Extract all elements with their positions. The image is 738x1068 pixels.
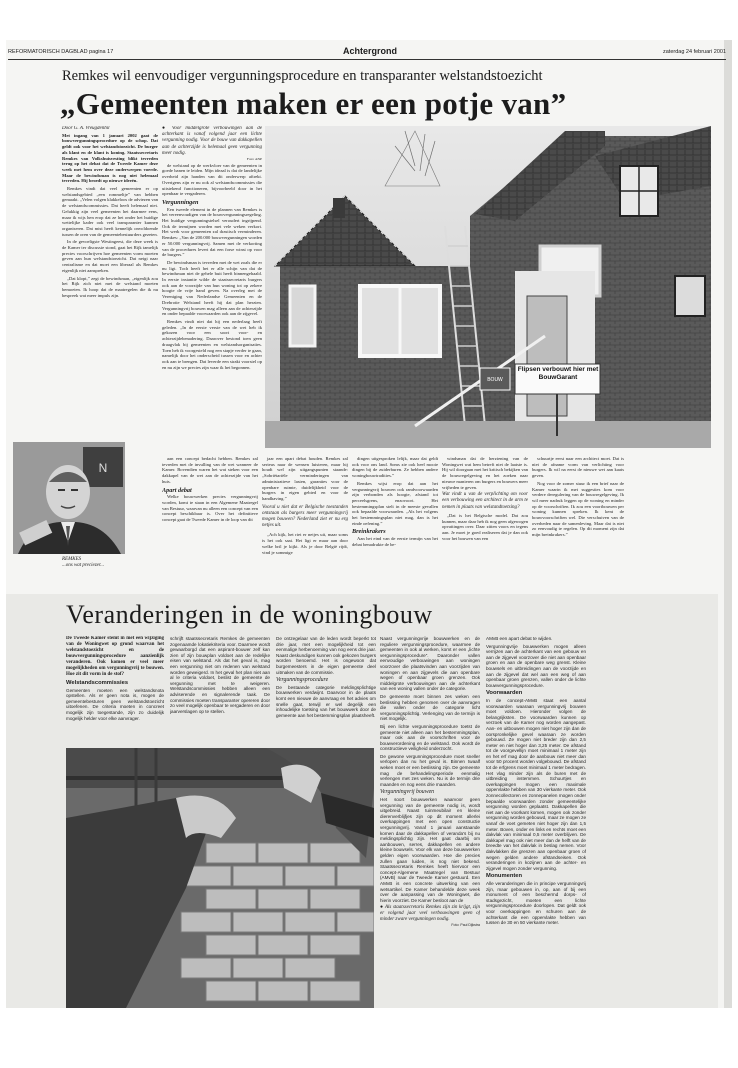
byline: Door G. A. Vreugdenhil bbox=[62, 126, 110, 131]
paragraph: „Dat klopt,” zegt de bewindsman, „eigenlijk zou het Rijk zich niet met de welstand moeten bemoeien. Ik hoop dat de maatregelen die ik nu bespreek wat meer impuls zijn. bbox=[62, 275, 158, 298]
header-date: zaterdag 24 februari 2001 bbox=[663, 49, 726, 55]
paragraph: Remkes wijst erop dat aan het vergunningvrij bouwen ook randvoorwaarden zijn verbonden als hoogte, afstand tot perceelsgrens, enzovoort. Het bestemmingsplan stelt in de meeste gevallen ook bepaalde voorwaarden. „Als het volgens het bestemmingsplan niet mag, dan is het einde oefening.” bbox=[352, 480, 438, 526]
paragraph: windsman dat de herziening van de Woningwet wat hem betreft niet de laatste is. Hij wil doorgaan met het kritisch bekijken van de bouwregelgeving en het zoeken naar nieuwe manieren om burgers en bouwers meer vrijheden te geven. bbox=[442, 456, 528, 490]
paragraph: „Dat is het Belgische model. Dat zou kunnen, maar daar heb ik nog geen afgewogen opvattingen over. Daar zitten voors en tegens aan. Je moet je goed realiseren dat je dan ook voor het bouwen van een bbox=[442, 512, 528, 541]
header-rule bbox=[8, 59, 726, 60]
bricklaying-illustration bbox=[66, 748, 374, 1008]
page-edge bbox=[724, 40, 732, 1008]
subheading-welstandscommissies: Welstandscommissies bbox=[66, 680, 129, 686]
paragraph: De gewone vergunningsprocedure moet sneller verlopen dan nu het geval is. Binnen twaalf weken moet er een beslissing zijn. De gemeente mag de behandelingsperiode eenmalig verlengen met zes weken. Nu is de termijn drie maanden en nog eens drie maanden. bbox=[380, 753, 480, 787]
subheading-vergunningen: Vergunningen bbox=[162, 198, 199, 206]
photo-caption-quote: ● Voor middelgrote verbouwingen aan de achterkant is vanaf volgend jaar een lichte vergunning nodig. Voor de bouw van dakkapellen aan de achterzijde is helemaal geen vergunning meer nodig. bbox=[162, 126, 262, 156]
paragraph: jaar een apart debat houden. Remkes zal serieus naar de wensen luisteren, maar hij houdt wel zijn uitgangspunten staande: „Sobriëtariële verminderingen van administratieve lasten, garanties voor de openbare ruimte, duidelijkheid voor de burgers in eigen gebied en voor de handhaving.” bbox=[262, 456, 348, 501]
sidebar-column-1 bbox=[66, 636, 164, 746]
article-column-5 bbox=[352, 456, 438, 584]
paragraph: Bij een lichte vergunningsprocedure toetst de gemeente niet alleen aan het bestemmingsplan, maar ook aan de voorschriften voor de bouwverordening en de welstand. Ook wordt de constructieve veiligheid onderzocht. bbox=[380, 723, 480, 752]
photo-credit: Foto: ANP bbox=[246, 157, 262, 162]
article-kicker: Remkes wil eenvoudiger vergunningsprocedure en transparanter welstandstoezicht bbox=[62, 68, 543, 84]
paragraph: Remkes vindt niet dat hij een nederlaag heeft geleden. „In de eerste versie van de wet heb ik gekozen voor een soort voor- en achterzijdebenadering. Daarover bestond toen geen draagvlak bij gemeenten en welstandsorganisaties. Toen heb ik voorgesteld nog een stapje verder te gaan, namelijk door het onderscheid tussen voor en achter ook aan te brengen. Dat leverde een strakt voorstel op en nu zijn we precies zijn waar ik het begonnen. bbox=[162, 319, 262, 370]
article-column-7 bbox=[532, 456, 624, 584]
paragraph: De ontzegelaar van de leden wordt beperkt tot drie jaar, met een mogelijkheid tot een eenmalige herbenoeming van nog eens drie jaar. Naast deskundigen kunnen ook gekozen burgers worden benoemd. Het is ongewoon dat burgemeesters in de eigen gemeente deel uitmaken van de commissie. bbox=[276, 636, 376, 675]
article-column-4 bbox=[262, 456, 348, 584]
photo-credit: Foto: Paul Dijkstra bbox=[451, 923, 480, 928]
article-column-1 bbox=[62, 126, 158, 441]
svg-text:N: N bbox=[98, 461, 108, 475]
paragraph: De bewindsman is tevreden met de wet zoals die er nu ligt. Toch heeft het er alle schijn van dat de bewindsman niet de gehele buit heeft binnengehaald. In eerste instantie wilde de staatssecretaris burgers ook aan de voorzijde van hun woning tot op zekere hoogte de vrije hand geven. Na overleg met de Vereniging van Nederlandse Gemeenten en de Drebrotie Welstand heeft hij dat plan herzien. Vergunningvrij bouwen mag alleen aan de achterzijde en onder bepaalde voorwaarden ook aan de zijgevel. bbox=[162, 259, 262, 317]
house-photo bbox=[265, 126, 711, 448]
paragraph: De gemeente moet binnen zes weken een beslissing hebben genomen over de aanvragen die vallen onder de categorie licht vergunningsplichtig. Verlenging van de termijn is niet mogelijk. bbox=[380, 693, 480, 722]
paragraph: Gemeenten moeten een welstandsnota opstellen. Als er geen nota is, mogen de gemeentebesturen geen welstandstoezicht uitoefenen. De criteria moeten in concreet mogelijk zijn toegestande, zijn zo duidelijk mogelijk helder voor elke aanvrager. bbox=[66, 687, 164, 721]
portrait-photo bbox=[13, 442, 125, 554]
article-column-3 bbox=[162, 456, 258, 584]
photo-caption: ● Als staatssecretaris Remkes zijn zin krijgt, zijn er volgend jaar veel verbouwingen geen of minder zware vergunningen nodig. bbox=[380, 905, 480, 923]
paragraph: Nog voor de zomer stuur ik een brief naar de Kamer waarin ik met suggesties kom voor verdere deregulering van de bouwregelgeving. Ik wil meer nadruk leggen op de woning en minder op de voorschriften. Ik zou een voortbouwen per woning kunnen spreken. Ik kent de bouwvoorschriften wel. Die verschuiven van de overheden naar de samenleving. Maar dat is niet zo eenvoudig te regelen. Op dit moment zijn dat mijn breinkrakers.” bbox=[532, 480, 624, 538]
sign-text: Flipsen verbouwt hier met BouwGarant bbox=[517, 366, 599, 381]
paragraph: Vergunningvrije bouwwerken mogen alleen verrijzen aan de achterkant van een gebouw en aan de zijgevel voorzover die niet aan openbaar groen en aan de openbare weg grenst. Kleine bouwsels en uitbreidingen aan de voorzijde en aan de zijgevel dat wel aan een weg of aan openbaar groen grenzen, vallen onder de lichte bouwvergunningsprocedure. bbox=[486, 643, 586, 688]
page-header bbox=[8, 46, 726, 58]
caption-text: ...ons wat preciezer... bbox=[62, 563, 105, 568]
article-headline: „Gemeenten maken er een potje van” bbox=[60, 86, 567, 121]
sidebar-headline: Veranderingen in de woningbouw bbox=[66, 600, 433, 629]
subheading-breinkrakers: Breinkrakers bbox=[352, 528, 386, 536]
house-illustration bbox=[265, 126, 711, 448]
paragraph: schuurtje eerst naar een architect moet. Dat is niet de afname vorm van verlichting voor burgers. Ik wil na eerst de nieuwe wet aan kaats geven. bbox=[532, 456, 624, 479]
subheading-vergunningvrij-bouwen: Vergunningvrij bouwen bbox=[380, 789, 435, 796]
sidebar-column-4 bbox=[380, 636, 480, 1006]
paragraph: schrijft staatssecretaris Remkes de gemeenten zogenaamde lokatiekriteria voor. Daarmee wordt gewaarborgd dat een aspirant-bouwer zelf kan zien of zijn bouwplan voldoet aan de redelijke eisen van welstand. Als dat het geval is, mag een vergunning niet om redenen van welstand worden geweigerd. In het geval het plan niet aan al le criteria voldoet, beslist de gemeente de vergunning met te weigeren. Welstandscommissies hebben alleen een adviserende en signalerende taak. De commissies moeten transparanter opereren door zo veel mogelijk openbaar te vergaderen en door jaarverslagen op te stellen. bbox=[170, 636, 270, 714]
paragraph: Een tweede element in de plannen van Remkes is het vereenvoudigen van de bouwvergunningsregeling. Het huidige vergunningstelsel veroudert ingrijpend. Ook de termijnen worden met vele weken verkort. Het werk voor gemeenten zal drastisch verminderen. Remkes: „Van de 200.000 bouwvergunningen worden er 50.000 vergunningvrij. Samen met de verkorting van de procedures levert dat een forse winst op voor de burgers.” bbox=[162, 206, 262, 258]
header-paper-name: REFORMATORISCH DAGBLAD pagina 17 bbox=[8, 49, 114, 55]
paragraph: In de concept-AMvB staat een aantal voorwaarden waaraan vergunningvrij bouwen moet voldoen. Hieronder volgen de belangrijksten. De voorwaarden kunnen op verzoek van de Kamer nog worden aangepast. Aan- en uitbouwen mogen niet hoger zijn dan de oorspronkelijke gevel waaraan ze worden gebouwd. Ze mogen niet breder zijn dan 2,5 meter en niet hoger dan 3,25 meter. De afstand tot de voorgevellijn moet minimaal 1 meter zijn en het erf mag door de aanbouw niet meer dan voor 50 procent worden volgebouwd. De afstand tot de erfgrens moet minimaal 1 meter bedragen. Het vlag minder zijn als de buren met de uitbreiding instemmen. Schuurtjes en overkappingen mogen een maximale oppervlakte hebben van 30 vierkante meter. Ook zonnecollectoren en zonnepanelen mogen onder bepaalde voorwaarden zonder gemeentelijke vergunning worden geplaatst. Dakkapellen die niet aan de voorkant komen, mogen ook zonder vergunning worden gebouwd, maar ze mogen ze vanaf de voet gemeten niet hoger zijn dan 1,5 meter. Boven, onder en links en rechts moet een dakvlak van minimaal 0,5 meter overblijven. De dakkapel mag ook niet meer dan de helft van de breedte van het dakvlak in beslag nemen. Voor dakvlakken die grenzen aan openbaar groen of wegen gelden andere afstandseisen. Ook veranderingen in kozijnen aan de achter- en zijgevel mogen zonder vergunning. bbox=[486, 697, 586, 871]
paragraph: Het soort bouwwerken waarvoor geen vergunning van de gemeente nodig is, wordt uitgebreid. Naast tuinmeubilair en kleine dierenverblijfjes zijn op dit moment allerlei overkappingen met een open constructie vergunningvrij. Vanaf 1 januari aanstaande komen daar de dakkapellen of veranda's bij nu meldingsplichtig zijn. Het gaat daarbij om aanbouwen, serres, dakkapellen en andere kleine bouwsels. Voor elk van deze bouwwerken gelden eigen voorwaarden. Hoe die precies zullen gaan luiden, is nog niet bekend. Staatssecretaris Remkes heeft hiervoor een concept-Algemene Maatregel van Bestuur (AMvB) naar de Tweede Kamer gestuurd. Een AMvB is een concrete uitwerking van een wetsartikel. De Kamer behandelde deze week over de aanpassing van de Woningwet, die hierin voorziet. De Kamer besloot aan de bbox=[380, 797, 480, 903]
paragraph: De bestaande categorie meldingsplichtige bouwwerken verdwijnt. Daarvoor in de plaats komt een nieuwe de aanvraag en het advies om snelle gaat, terwijl er wel degelijk een inhoudelijke toetsing van het bouwwerk door de gemeente aan het bestemmingsplan plaatsheeft. bbox=[276, 684, 376, 718]
photo-caption-text: Voor middelgrote verbouwingen aan de achterkant is vanaf volgend jaar een lichte vergunning nodig. Voor de bouw van dakkapellen aan de achterzijde is helemaal geen vergunning meer nodig. bbox=[162, 126, 262, 156]
paragraph: Alle veranderingen die in principe vergunningvrij zijn, maar gebouwen in, op, aan of bij een monument of een beschermd dorps- of stadsgezicht, moeten een lichte vergunningsprocedure doorlopen. Dat geldt ook voor overkappingen en schuren aan de achterkant die een oppervlakte hebben van tussen de 30 en 50 vierkante meter. bbox=[486, 880, 586, 926]
svg-text:BOUW: BOUW bbox=[487, 377, 503, 383]
subheading-apart-debat: Apart debat bbox=[162, 486, 192, 494]
sidebar-column-2 bbox=[170, 636, 270, 746]
header-section: Achtergrond bbox=[343, 46, 397, 56]
interview-question: Wat vindt u van de verplichting om voor een verbouwing een architect in de arm te nemen in plaats van welstandtoetsing? bbox=[442, 492, 528, 510]
portrait-illustration bbox=[13, 442, 125, 554]
pull-quote: Vooral u niet dat er Belgische toestanden ontstaan als burgers meer vergunningvrij mogen bouwen? Nederland ziet er nu erg netjes uit. bbox=[262, 504, 348, 529]
bricklaying-photo bbox=[66, 748, 374, 1008]
article-column-2 bbox=[162, 126, 262, 456]
paragraph: In de gevoeligste Westingeest, die deze week is de Kamer ter discussie stond, gaat het Rijk tamelijk precies voorschrijven hoe gemeenten vorm moeten geven aan hun welstandstoezicht. Dat neigt naar centralisme en dat moet een liberaal als Remkes eigenlijk niet aanspreken. bbox=[62, 239, 158, 273]
paragraph: „Ach kijk, het riet er netjes uit, maar soms is het ook saai. Het ligt er maar aan door welke bril je kijkt. Als je door België rijdt, vind je sommige bbox=[262, 532, 348, 555]
sidebar-lead: De Tweede Kamer stemt in met een wijziging van de Woningwet op grond waarvan het welstandstoezicht en de bouwvergunningsprocedure aanzienlijk veranderen. Ook komen er veel meer mogelijkheden om vergunningvrij te bouwen. Hoe zit dit vorm in de stof? bbox=[66, 636, 164, 677]
sidebar-column-5 bbox=[486, 636, 586, 1006]
caption-name: REMKES bbox=[62, 557, 82, 562]
paragraph: de welstand op de werkvloer van de gemeenten in goede banen te leiden. Mijn ideaal is dat de landelijke overheid zijn handen van dit onderwerp aftrekt. Overigens zijn er nu ook al welstandscommissies die uitstekend functioneren, bijvoorbeeld door in het openbaar te vergaderen. bbox=[162, 162, 262, 197]
subheading-monumenten: Monumenten bbox=[486, 873, 523, 880]
photo-caption-text: Als staatssecretaris Remkes zijn zin krijgt, zijn er volgend jaar veel verbouwingen geen of minder zware vergunningen nodig. bbox=[380, 905, 480, 923]
paragraph: Aan het eind van de eerste termijn van het debat benadrukte de be- bbox=[352, 536, 438, 547]
paragraph: Naast vergunningvrije bouwwerken en de reguliere vergunningsprocedure, waarmee de gemeenten in ook al werken, komt er een „lichte vergunningsprocedure”. Daaronder vallen eenvoudige verbouwingen aan woningen voorzover die plaatsvinden aan voorzijden van woningen en aan zijgevels die aan openbare wegen of openbaar groen grenzen. Ook middelgrote verbouwingen aan de achterkant van een woning vallen onder de categorie. bbox=[380, 636, 480, 692]
sidebar-column-3 bbox=[276, 636, 376, 746]
paragraph: Welke bouwwerken precies vergunningvrij worden, komt te staan in een Algemene Maatregel van Bestuur, waarvan nu alleen een concept van een concept beschikbaar is. Over het definitieve concept gaat de Tweede Kamer in de loop van dit bbox=[162, 494, 258, 523]
paragraph: AMvB een apart debat te wijden. bbox=[486, 636, 553, 641]
subheading-vergunningsprocedure: Vergunningsprocedure bbox=[276, 677, 329, 684]
article-column-6 bbox=[442, 456, 528, 584]
lead-paragraph: Met ingang van 1 januari 2002 gaat de bouwvergunningsprocedure op de schop. Dat geldt ook voor het welstandstoezicht. De burger als klant en de klant is koning. Staatssecretaris Remkes van Volkshuisvesting blikt tevreden terug op het debat dat de Tweede Kamer deze week met hem over deze onderwerpen voerde. Maar de bewindsman is nog niet helemaal tevreden. Hij broedt op nieuwe ideeën. bbox=[62, 132, 158, 184]
paragraph: Remkes vindt dat veel gemeenten er op welstandsgebied „een rommeltje” van hebben gemaakt. „Velen volgen klakkeloos de adviezen van de welstandscommissies. Dat heeft helemaal niet. Gelukkig zijn veel gemeenten het daarmee eens, maar ik wijs hen erop dat ze het onder het huidige wettelijke kader ook veel transparanter kunnen organiseren. Dat mist heeft kennelijk onvoldoende tussen de oren van de gemeentebestuurders gezeten. bbox=[62, 186, 158, 237]
paragraph: dingen uitgesproken lelijk, maar dat geldt ook voor ons land. Soms zie ook heel mooie dingen bij de zuiderburen. Ze hebben andere woningbouwtradities.” bbox=[352, 456, 438, 479]
paragraph: aan een concept bedacht hebben. Remkes zal tevreden met de invulling van de wet wanneer de Kamer. Bovendien waren het wat steken voor een dakkapel van de wet aan de achterzijde van het huis. bbox=[162, 456, 258, 484]
subheading-voorwaarden: Voorwaarden bbox=[486, 690, 523, 697]
portrait-caption bbox=[62, 557, 122, 569]
